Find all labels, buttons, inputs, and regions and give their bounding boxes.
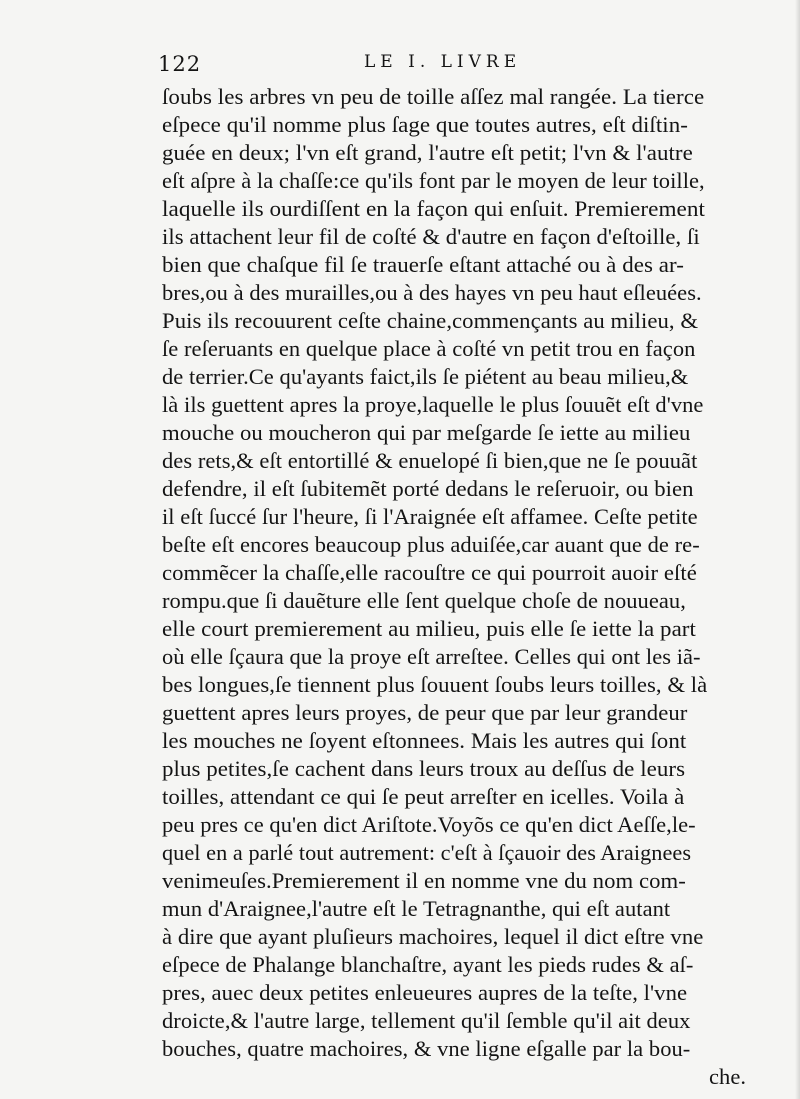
page-number: 122 — [158, 52, 202, 76]
text-line: les mouches ne ſoyent eſtonnees. Mais les autres qui ſont — [162, 728, 687, 753]
text-line: mun d'Araignee,l'autre eſt le Tetragnanthe, qui eſt autant — [162, 896, 671, 921]
text-line: eſpece qu'il nomme plus ſage que toutes autres, eſt diſtin- — [162, 112, 688, 137]
text-line: il eſt ſuccé ſur l'heure, ſi l'Araignée eſt affamee. Ceſte petite — [162, 504, 698, 529]
text-line: peu pres ce qu'en dict Ariſtote.Voyõs ce qu'en dict Aeſſe,le- — [162, 812, 696, 837]
text-line: toilles, attendant ce qui ſe peut arreſter en icelles. Voila à — [162, 784, 685, 809]
text-line: bien que chaſque fil ſe trauerſe eſtant attaché ou à des ar- — [162, 252, 684, 277]
text-line: mouche ou moucheron qui par meſgarde ſe iette au milieu — [162, 420, 691, 445]
text-line: eſpece de Phalange blanchaſtre, ayant les pieds rudes & aſ- — [162, 952, 694, 977]
text-line: ils attachent leur fil de coſté & d'autre en façon d'eſtoille, ſi — [162, 224, 700, 249]
text-line: venimeuſes.Premierement il en nomme vne du nom com- — [162, 868, 686, 893]
text-line: pres, auec deux petites enleueures aupres de la teſte, l'vne — [162, 980, 688, 1005]
text-line: bouches, quatre machoires, & vne ligne eſgalle par la bou- — [162, 1036, 691, 1061]
text-line: quel en a parlé tout autrement: c'eſt à ſçauoir des Araignees — [162, 840, 692, 865]
text-line: guettent apres leurs proyes, de peur que par leur grandeur — [162, 700, 688, 725]
text-line: beſte eſt encores beaucoup plus aduiſée,car auant que de re- — [162, 532, 700, 557]
text-line: de terrier.Ce qu'ayants faict,ils ſe piétent au beau milieu,& — [162, 364, 689, 389]
text-line: des rets,& eſt entortillé & enuelopé ſi bien,que ne ſe pouuãt — [162, 448, 698, 473]
text-line: rompu.que ſi dauẽture elle ſent quelque choſe de nouueau, — [162, 588, 686, 613]
text-line: commẽcer la chaſſe,elle racouſtre ce qui pourroit auoir eſté — [162, 560, 697, 585]
page-edge-shadow — [795, 0, 800, 1099]
text-line: Puis ils recouurent ceſte chaine,commençants au milieu, & — [162, 308, 699, 333]
text-line: defendre, il eſt ſubitemẽt porté dedans le reſeruoir, ou bien — [162, 476, 694, 501]
text-line: droicte,& l'autre large, tellement qu'il ſemble qu'il ait deux — [162, 1008, 691, 1033]
text-line: ſoubs les arbres vn peu de toille aſſez mal rangée. La tierce — [162, 84, 705, 109]
text-line: là ils guettent apres la proye,laquelle le plus ſouuẽt eſt d'vne — [162, 392, 704, 417]
text-line: ſe reſeruants en quelque place à coſté vn petit trou en façon — [162, 336, 696, 361]
text-line: plus petites,ſe cachent dans leurs troux au deſſus de leurs — [162, 756, 686, 781]
text-line: où elle ſçaura que la proye eſt arreſtee. Celles qui ont les iã- — [162, 644, 701, 669]
text-line: elle court premierement au milieu, puis elle ſe iette la part — [162, 616, 696, 641]
text-line: bes longues,ſe tiennent plus ſouuent ſoubs leurs toilles, & là — [162, 672, 708, 697]
text-line: guée en deux; l'vn eſt grand, l'autre eſt petit; l'vn & l'autre — [162, 140, 693, 165]
text-line: eſt aſpre à la chaſſe:ce qu'ils font par le moyen de leur toille, — [162, 168, 705, 193]
final-text-line: che. — [709, 1064, 747, 1089]
running-title: LE I. LIVRE — [364, 52, 522, 72]
text-line: bres,ou à des murailles,ou à des hayes vn peu haut eſleuées. — [162, 280, 702, 305]
text-line: à dire que ayant pluſieurs machoires, lequel il dict eſtre vne — [162, 924, 704, 949]
text-line: laquelle ils ourdiſſent en la façon qui enſuit. Premierement — [162, 196, 706, 221]
